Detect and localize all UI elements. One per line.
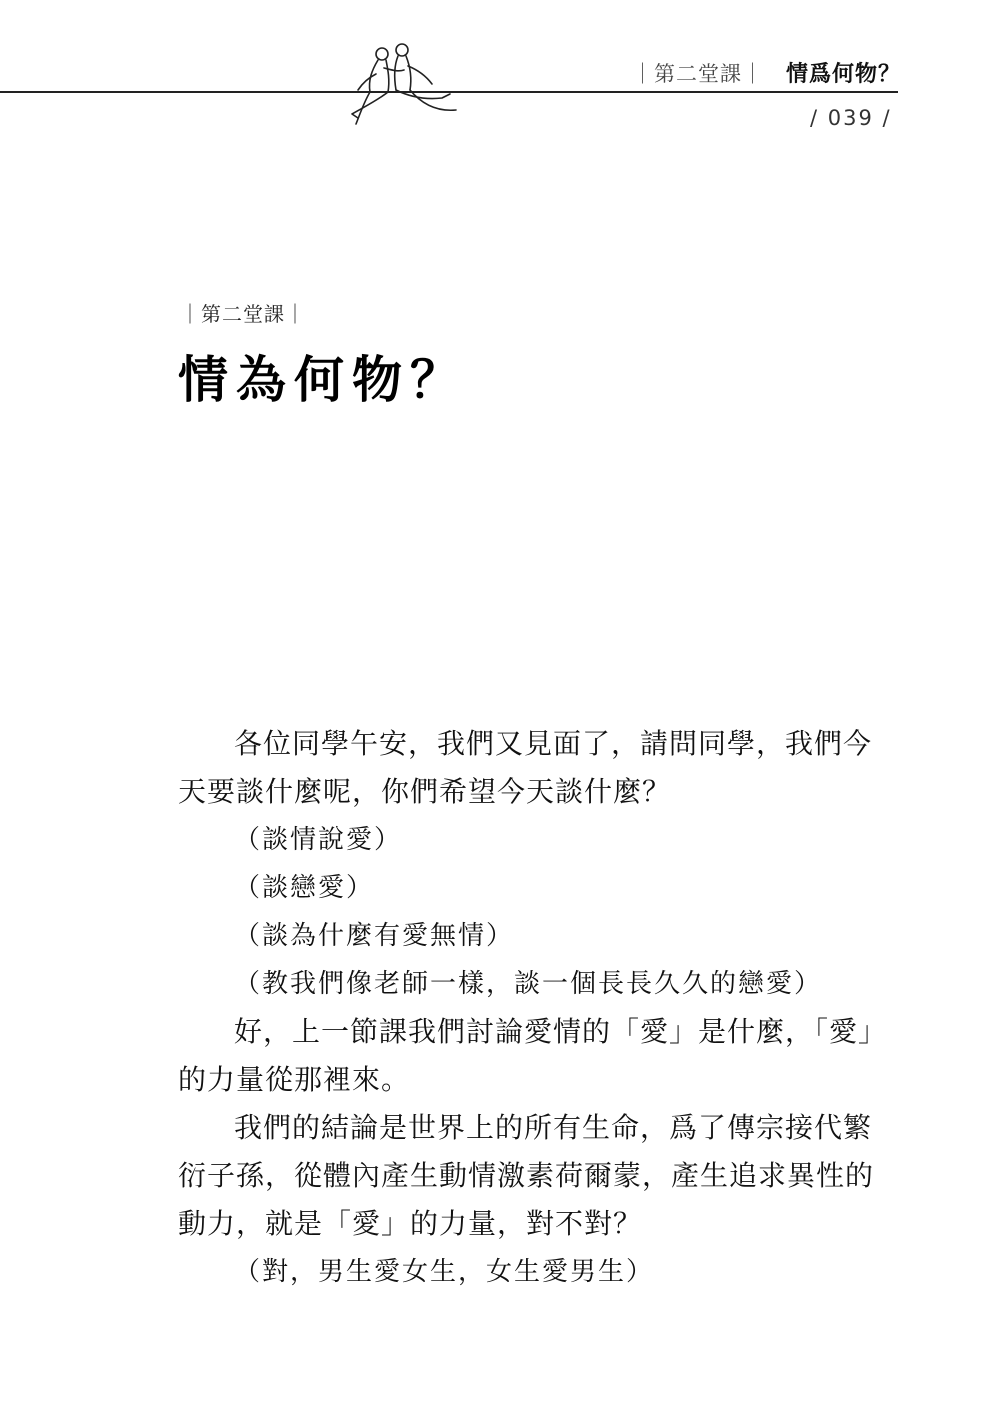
couple-illustration [338, 40, 470, 128]
student-reply: （談情說愛） [234, 825, 403, 855]
chapter-title: 情為何物？ [178, 350, 468, 409]
header-chapter-title: 情爲何物？ [786, 62, 902, 87]
page-number: / 039 / [810, 106, 892, 130]
paragraph: 各位同學午安，我們又見面了，請問同學，我們今天要談什麼呢，你們希望今天談什麼？ [178, 727, 873, 808]
lesson-label: ｜第二堂課｜ [180, 302, 306, 326]
student-reply: （談戀愛） [234, 873, 375, 903]
body-text [178, 720, 890, 1296]
paragraph: 好，上一節課我們討論愛情的「愛」是什麼，「愛」的力量從那裡來。 [178, 1015, 888, 1096]
student-reply: （教我們像老師一樣，談一個長長久久的戀愛） [234, 969, 823, 999]
paragraph: 我們的結論是世界上的所有生命，爲了傳宗接代繁衍子孫，從體內產生動情激素荷爾蒙，產生追求異性的動力，就是「愛」的力量，對不對？ [178, 1111, 875, 1240]
student-reply: （談為什麼有愛無情） [234, 921, 515, 951]
student-reply: （對，男生愛女生，女生愛男生） [234, 1257, 655, 1287]
header-lesson-label: ｜第二堂課｜ [632, 62, 764, 86]
